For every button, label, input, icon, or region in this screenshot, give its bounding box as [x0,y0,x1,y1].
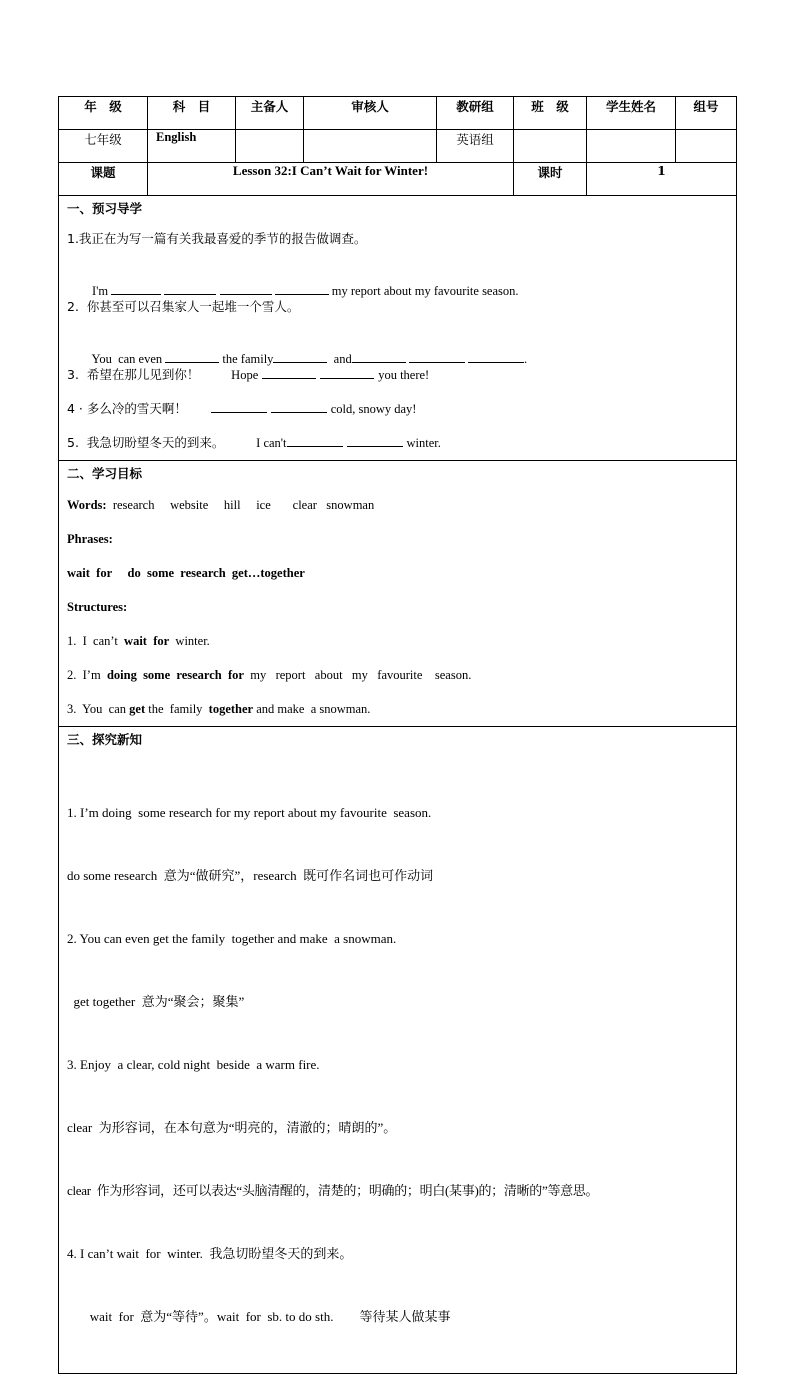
q2-chinese: 2. 你甚至可以召集家人一起堆一个雪人。 [67,299,300,314]
note-line: wait for 意为“等待”。wait for sb. to do sth. 等待某人做某事 [67,1309,451,1324]
blank[interactable] [271,400,327,413]
lesson-sheet-table [58,96,737,1374]
note-line: 1. I’m doing some research for my report about my favourite season. [67,805,432,820]
explore-notes [67,760,728,1369]
note-line: clear 作为形容词，还可以表达“头脑清醒的，清楚的；明确的；明白(某事)的；清晰的”等意思。 [67,1183,599,1198]
note-line: 2. You can even get the family together and make a snowman. [67,931,397,946]
blank[interactable] [165,350,219,363]
value-main-preparer [236,130,304,163]
value-grade: 七年级 [59,130,148,163]
blank[interactable] [111,282,161,295]
blank[interactable] [220,282,272,295]
header-row-values [59,130,737,163]
value-student-name [587,130,676,163]
q2-english: You can even the family and . [91,352,528,366]
blank[interactable] [468,350,524,363]
phrases-label: Phrases: [67,532,113,546]
blank[interactable] [287,434,343,447]
q5-line: 5. 我急切盼望冬天的到来。 I can't winter. [67,435,441,450]
section-goals-row [59,461,737,727]
lesson-title: Lesson 32:I Can’t Wait for Winter! [148,163,514,196]
value-group-number [676,130,737,163]
blank[interactable] [352,350,406,363]
blank[interactable] [273,350,327,363]
note-line: clear 为形容词，在本句意为“明亮的，清澈的；晴朗的”。 [67,1120,397,1135]
section-preview-row [59,196,737,461]
blank[interactable] [409,350,465,363]
header-row-labels [59,97,737,130]
label-class: 班 级 [514,97,587,130]
words-line: Words: research website hill ice clear snowman [67,498,375,512]
section-preview-title: 一、预习导学 [67,201,143,216]
label-teaching-group: 教研组 [437,97,514,130]
section-explore-row [59,727,737,1374]
note-line: do some research 意为“做研究”，research 既可作名词也可作动词 [67,868,434,883]
note-line: get together 意为“聚会；聚集” [67,994,245,1009]
value-reviewer [304,130,437,163]
section-goals-title: 二、学习目标 [67,466,143,481]
section-explore-title: 三、探究新知 [67,732,143,747]
structure-2: 2. I’m doing some research for my report about my favourite season. [67,668,472,682]
blank[interactable] [262,366,316,379]
label-subject: 科 目 [148,97,236,130]
blank[interactable] [347,434,403,447]
q1-chinese: 1.我正在为写一篇有关我最喜爱的季节的报告做调查。 [67,231,367,246]
label-period: 课时 [514,163,587,196]
q4-line: 4 · 多么冷的雪天啊！ cold, snowy day! [67,401,417,416]
value-period: 1 [587,163,737,196]
note-line: 4. I can’t wait for winter. 我急切盼望冬天的到来。 [67,1246,353,1261]
q1-english: I'm my report about my favourite season. [92,284,519,298]
phrases-line: wait for do some research get…together [67,566,305,580]
label-student-name: 学生姓名 [587,97,676,130]
note-line: 3. Enjoy a clear, cold night beside a warm fire. [67,1057,320,1072]
structure-3: 3. You can get the family together and make a snowman. [67,702,371,716]
blank[interactable] [164,282,216,295]
blank[interactable] [275,282,329,295]
blank[interactable] [211,400,267,413]
label-topic: 课题 [59,163,148,196]
structures-label: Structures: [67,600,128,614]
value-class [514,130,587,163]
value-teaching-group: 英语组 [437,130,514,163]
label-grade: 年 级 [59,97,148,130]
topic-row [59,163,737,196]
structure-1: 1. I can’t wait for winter. [67,634,210,648]
label-group-number: 组号 [676,97,737,130]
q3-line: 3. 希望在那儿见到你！ Hope you there! [67,367,430,382]
value-subject: English [148,130,236,163]
label-main-preparer: 主备人 [236,97,304,130]
label-reviewer: 审核人 [304,97,437,130]
blank[interactable] [320,366,374,379]
